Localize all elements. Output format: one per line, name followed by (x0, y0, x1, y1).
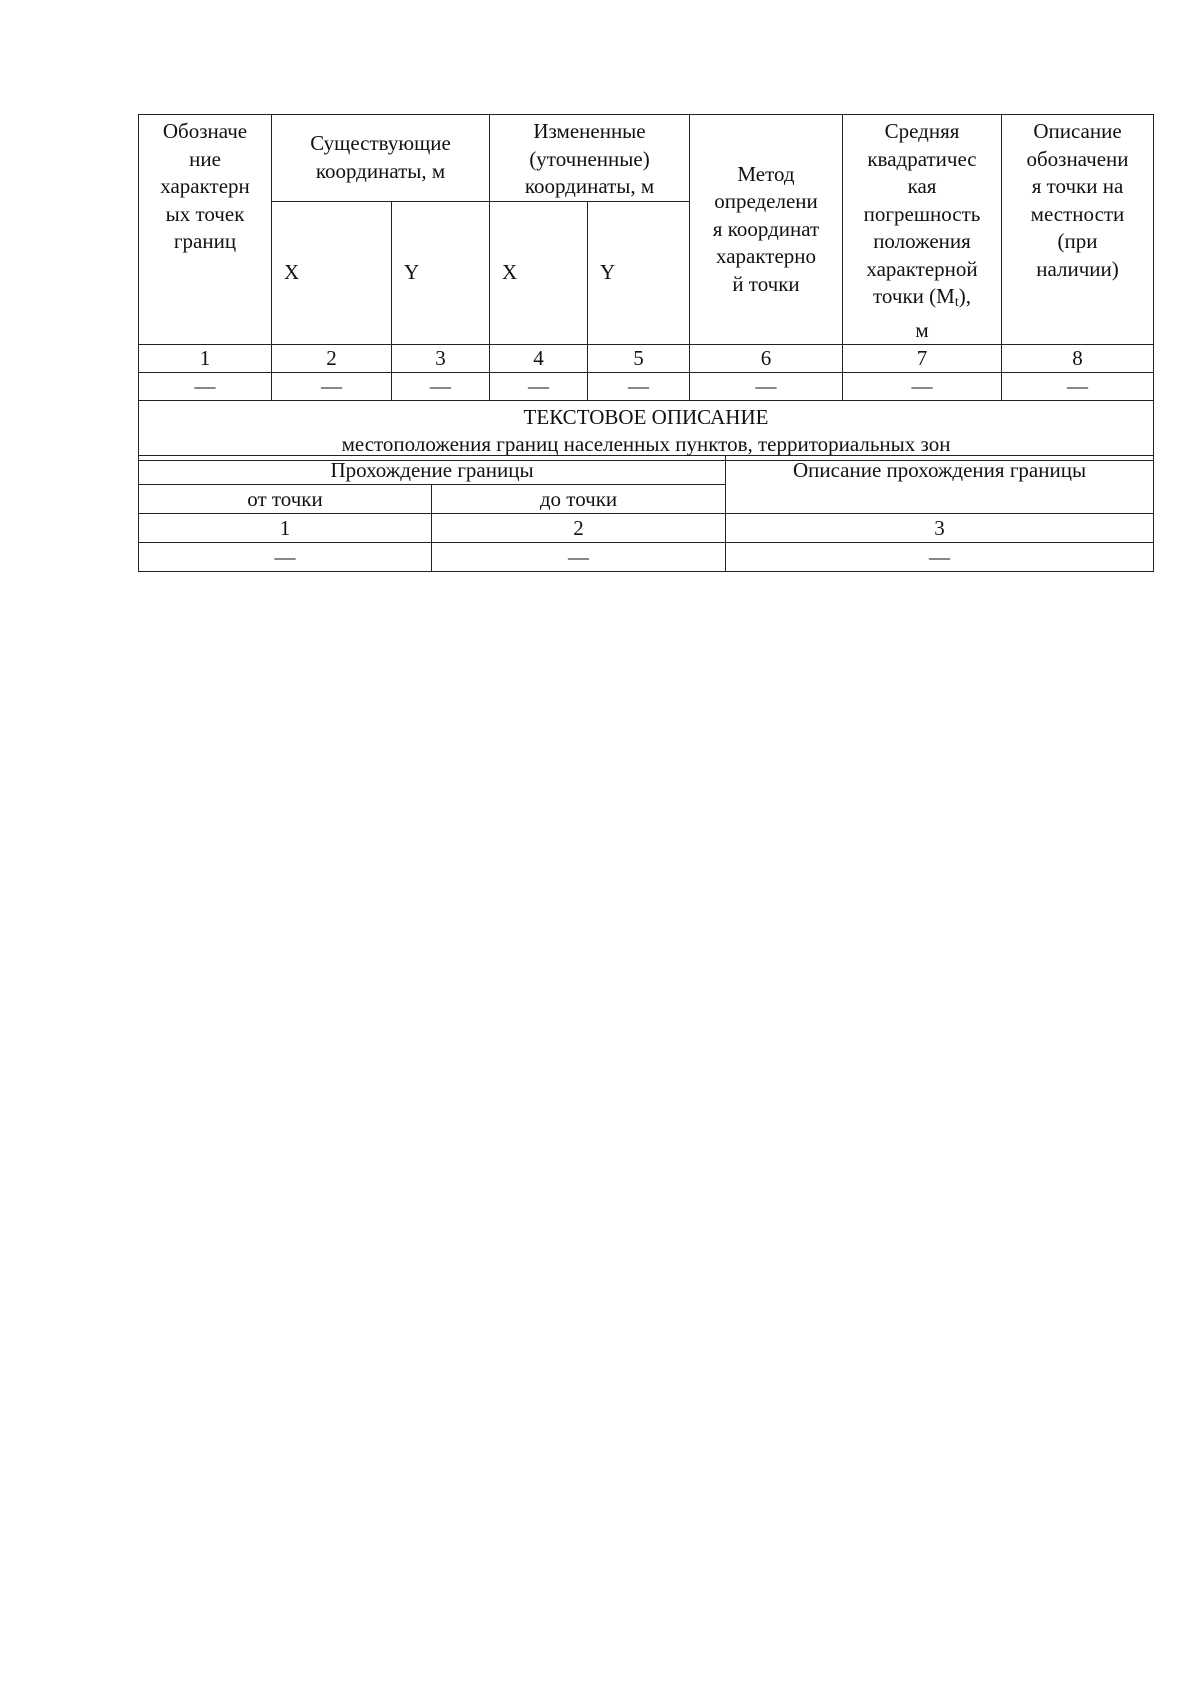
text-description-title-row (139, 401, 1154, 461)
column-number: 6 (690, 345, 843, 373)
text-description-title (139, 401, 1154, 461)
table-cell: — (726, 543, 1154, 572)
column-number: 2 (432, 514, 726, 543)
header-method: Метод определени я координат характерно й точки (690, 115, 843, 345)
table-cell: — (1002, 373, 1154, 401)
table-cell: — (490, 373, 588, 401)
column-number-row (139, 345, 1154, 373)
table-cell: — (588, 373, 690, 401)
header-existing-coordinates: Существующие координаты, м (272, 115, 490, 202)
header-boundary-passage: Прохождение границы (139, 456, 726, 485)
mt-label: точки $(M_t)$, (873, 284, 971, 310)
column-number: 3 (392, 345, 490, 373)
header-changed-y: Y (588, 201, 690, 344)
table-cell: — (139, 373, 272, 401)
section-subtitle: местоположения границ населенных пунктов, территориальных зон (341, 431, 951, 456)
table-cell: — (392, 373, 490, 401)
table-row (139, 373, 1154, 401)
column-number: 1 (139, 514, 432, 543)
coordinates-table (138, 114, 1154, 461)
header-boundary-description: Описание прохождения границы (726, 456, 1154, 514)
header-point-description: Описание обозначени я точки на местности (при наличии) (1002, 115, 1154, 345)
table-cell: — (139, 543, 432, 572)
header-existing-x: X (272, 201, 392, 344)
header-existing-y: Y (392, 201, 490, 344)
section-title: ТЕКСТОВОЕ ОПИСАНИЕ (523, 404, 769, 429)
boundary-header-row (139, 456, 1154, 485)
column-number: 2 (272, 345, 392, 373)
header-changed-x: X (490, 201, 588, 344)
table-row (139, 543, 1154, 572)
header-point-designation: Обозначе ние характерн ых точек границ (139, 115, 272, 345)
table-cell: — (272, 373, 392, 401)
column-number: 3 (726, 514, 1154, 543)
column-number: 5 (588, 345, 690, 373)
boundary-column-number-row (139, 514, 1154, 543)
column-number: 8 (1002, 345, 1154, 373)
boundary-description-table (138, 455, 1154, 572)
table-cell: — (432, 543, 726, 572)
column-number: 4 (490, 345, 588, 373)
column-number: 7 (843, 345, 1002, 373)
header-to-point: до точки (432, 485, 726, 514)
table-cell: — (843, 373, 1002, 401)
table-cell: — (690, 373, 843, 401)
header-from-point: от точки (139, 485, 432, 514)
header-row-top (139, 115, 1154, 202)
header-mean-square-error: Средняя квадратичес кая погрешность положения характерной точки $(M_t)$, м (843, 115, 1002, 345)
header-changed-coordinates: Измененные (уточненные) координаты, м (490, 115, 690, 202)
column-number: 1 (139, 345, 272, 373)
